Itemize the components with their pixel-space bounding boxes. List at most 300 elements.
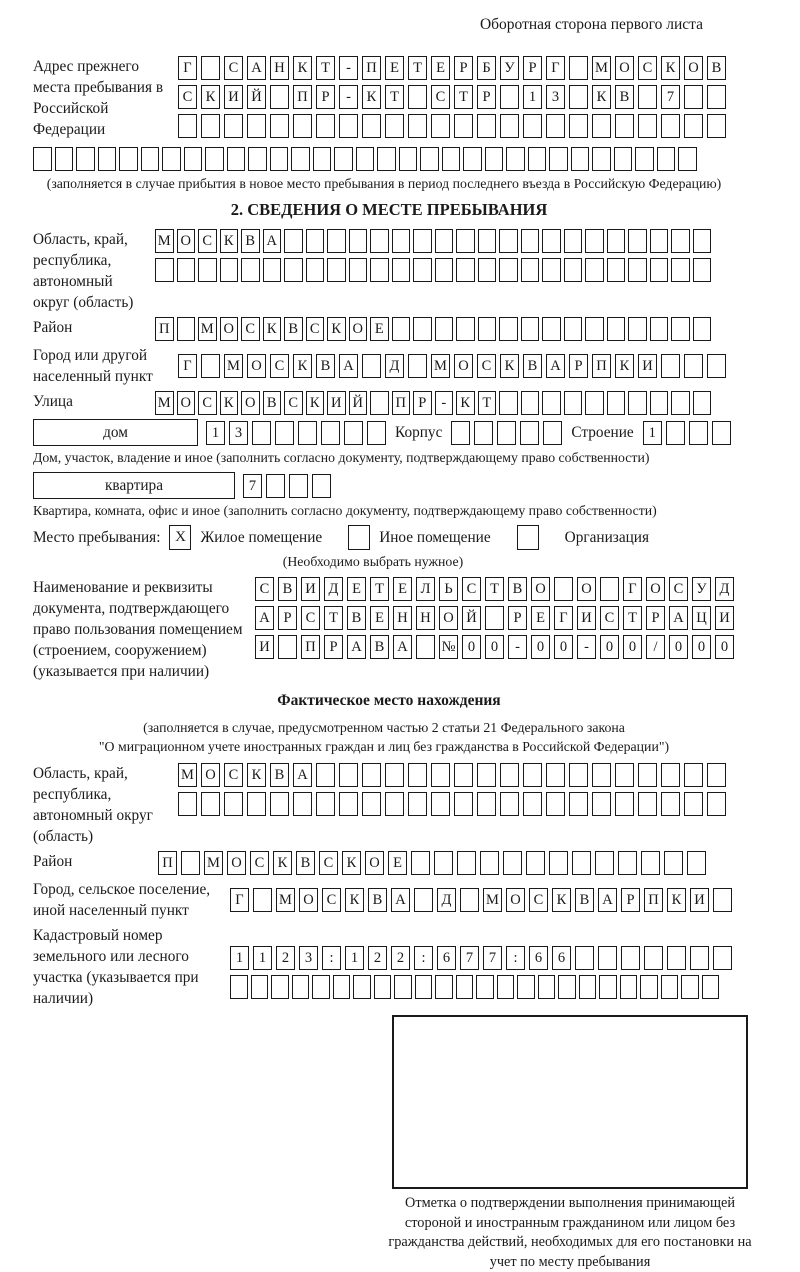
char-cell[interactable]	[500, 114, 519, 138]
char-cell[interactable]: И	[224, 85, 243, 109]
char-cell[interactable]	[671, 229, 690, 253]
char-cell[interactable]: Г	[554, 606, 573, 630]
char-cell[interactable]	[500, 85, 519, 109]
char-cell[interactable]	[644, 946, 663, 970]
char-cell[interactable]	[499, 317, 518, 341]
char-cell[interactable]: А	[247, 56, 266, 80]
char-cell[interactable]: Д	[385, 354, 404, 378]
char-cell[interactable]	[270, 147, 289, 171]
char-cell[interactable]: М	[431, 354, 450, 378]
char-cell[interactable]	[521, 229, 540, 253]
char-cell[interactable]: 1	[523, 85, 542, 109]
char-cell[interactable]	[640, 975, 658, 999]
char-cell[interactable]: Д	[324, 577, 343, 601]
char-cell[interactable]	[478, 317, 497, 341]
char-cell[interactable]	[585, 391, 604, 415]
char-cell[interactable]	[408, 85, 427, 109]
char-cell[interactable]	[385, 763, 404, 787]
char-cell[interactable]	[270, 114, 289, 138]
char-cell[interactable]	[201, 792, 220, 816]
char-cell[interactable]	[349, 258, 368, 282]
char-cell[interactable]: В	[316, 354, 335, 378]
char-cell[interactable]: М	[483, 888, 502, 912]
char-cell[interactable]: В	[278, 577, 297, 601]
char-cell[interactable]	[684, 763, 703, 787]
char-cell[interactable]: П	[392, 391, 411, 415]
char-cell[interactable]: С	[431, 85, 450, 109]
char-cell[interactable]	[564, 391, 583, 415]
char-cell[interactable]: К	[552, 888, 571, 912]
char-cell[interactable]: А	[263, 229, 282, 253]
char-cell[interactable]	[385, 114, 404, 138]
char-cell[interactable]	[628, 258, 647, 282]
char-cell[interactable]: Е	[531, 606, 550, 630]
char-cell[interactable]	[690, 946, 709, 970]
char-cell[interactable]: И	[327, 391, 346, 415]
char-cell[interactable]	[434, 851, 453, 875]
char-cell[interactable]	[333, 975, 351, 999]
char-cell[interactable]: Р	[413, 391, 432, 415]
char-cell[interactable]: В	[523, 354, 542, 378]
char-cell[interactable]: С	[477, 354, 496, 378]
char-cell[interactable]: О	[684, 56, 703, 80]
char-cell[interactable]	[684, 114, 703, 138]
char-cell[interactable]: В	[270, 763, 289, 787]
char-cell[interactable]: С	[224, 56, 243, 80]
char-cell[interactable]: М	[178, 763, 197, 787]
char-cell[interactable]: В	[370, 635, 389, 659]
char-cell[interactable]: М	[155, 391, 174, 415]
char-cell[interactable]	[497, 421, 516, 445]
char-cell[interactable]: С	[284, 391, 303, 415]
char-cell[interactable]	[542, 317, 561, 341]
char-cell[interactable]: С	[669, 577, 688, 601]
char-cell[interactable]: П	[158, 851, 177, 875]
char-cell[interactable]	[585, 229, 604, 253]
char-cell[interactable]	[435, 975, 453, 999]
char-cell[interactable]	[499, 391, 518, 415]
char-cell[interactable]: Р	[646, 606, 665, 630]
char-cell[interactable]: О	[349, 317, 368, 341]
char-cell[interactable]	[664, 851, 683, 875]
char-cell[interactable]	[599, 975, 617, 999]
char-cell[interactable]: Н	[393, 606, 412, 630]
char-cell[interactable]: А	[598, 888, 617, 912]
char-cell[interactable]	[289, 474, 308, 498]
char-cell[interactable]: К	[667, 888, 686, 912]
char-cell[interactable]	[628, 391, 647, 415]
char-cell[interactable]: Е	[385, 56, 404, 80]
char-cell[interactable]: Р	[316, 85, 335, 109]
char-cell[interactable]: Р	[621, 888, 640, 912]
char-cell[interactable]	[298, 421, 317, 445]
char-cell[interactable]	[638, 114, 657, 138]
char-cell[interactable]	[435, 258, 454, 282]
char-cell[interactable]	[414, 888, 433, 912]
char-cell[interactable]	[569, 114, 588, 138]
char-cell[interactable]	[155, 258, 174, 282]
char-cell[interactable]	[650, 229, 669, 253]
char-cell[interactable]	[370, 391, 389, 415]
char-cell[interactable]: И	[301, 577, 320, 601]
char-cell[interactable]: 0	[531, 635, 550, 659]
char-cell[interactable]	[571, 147, 590, 171]
char-cell[interactable]	[497, 975, 515, 999]
char-cell[interactable]	[241, 258, 260, 282]
char-cell[interactable]: О	[247, 354, 266, 378]
char-cell[interactable]: С	[306, 317, 325, 341]
char-cell[interactable]	[678, 147, 697, 171]
char-cell[interactable]	[503, 851, 522, 875]
char-cell[interactable]	[408, 114, 427, 138]
char-cell[interactable]: Р	[569, 354, 588, 378]
char-cell[interactable]	[595, 851, 614, 875]
char-cell[interactable]	[707, 763, 726, 787]
char-cell[interactable]: С	[301, 606, 320, 630]
char-cell[interactable]	[374, 975, 392, 999]
char-cell[interactable]	[293, 792, 312, 816]
char-cell[interactable]	[554, 577, 573, 601]
char-cell[interactable]: А	[339, 354, 358, 378]
char-cell[interactable]	[313, 147, 332, 171]
char-cell[interactable]: Т	[385, 85, 404, 109]
char-cell[interactable]	[520, 421, 539, 445]
char-cell[interactable]: О	[201, 763, 220, 787]
char-cell[interactable]	[564, 317, 583, 341]
char-cell[interactable]: О	[615, 56, 634, 80]
char-cell[interactable]	[456, 229, 475, 253]
char-cell[interactable]: 1	[206, 421, 225, 445]
char-cell[interactable]	[251, 975, 269, 999]
char-cell[interactable]	[362, 792, 381, 816]
char-cell[interactable]: /	[646, 635, 665, 659]
char-cell[interactable]	[476, 975, 494, 999]
char-cell[interactable]: С	[250, 851, 269, 875]
char-cell[interactable]	[641, 851, 660, 875]
char-cell[interactable]: Г	[178, 354, 197, 378]
char-cell[interactable]	[500, 792, 519, 816]
char-cell[interactable]	[614, 147, 633, 171]
char-cell[interactable]	[592, 114, 611, 138]
char-cell[interactable]	[442, 147, 461, 171]
char-cell[interactable]: О	[506, 888, 525, 912]
char-cell[interactable]	[230, 975, 248, 999]
char-cell[interactable]	[55, 147, 74, 171]
char-cell[interactable]: С	[638, 56, 657, 80]
char-cell[interactable]	[220, 258, 239, 282]
char-cell[interactable]: О	[177, 391, 196, 415]
char-cell[interactable]	[454, 763, 473, 787]
char-cell[interactable]	[528, 147, 547, 171]
char-cell[interactable]: К	[362, 85, 381, 109]
char-cell[interactable]: У	[500, 56, 519, 80]
char-cell[interactable]	[162, 147, 181, 171]
char-cell[interactable]: 0	[623, 635, 642, 659]
char-cell[interactable]: В	[575, 888, 594, 912]
char-cell[interactable]	[543, 421, 562, 445]
char-cell[interactable]	[392, 229, 411, 253]
char-cell[interactable]	[600, 577, 619, 601]
char-cell[interactable]	[485, 147, 504, 171]
char-cell[interactable]: К	[263, 317, 282, 341]
char-cell[interactable]: Г	[546, 56, 565, 80]
char-cell[interactable]: 6	[437, 946, 456, 970]
char-cell[interactable]: К	[500, 354, 519, 378]
char-cell[interactable]	[542, 229, 561, 253]
char-cell[interactable]: :	[322, 946, 341, 970]
char-cell[interactable]	[247, 114, 266, 138]
char-cell[interactable]	[408, 763, 427, 787]
char-cell[interactable]	[628, 229, 647, 253]
char-cell[interactable]	[252, 421, 271, 445]
char-cell[interactable]	[684, 85, 703, 109]
char-cell[interactable]	[367, 421, 386, 445]
char-cell[interactable]	[181, 851, 200, 875]
char-cell[interactable]	[707, 114, 726, 138]
char-cell[interactable]	[598, 946, 617, 970]
char-cell[interactable]	[615, 763, 634, 787]
char-cell[interactable]	[549, 851, 568, 875]
char-cell[interactable]	[454, 792, 473, 816]
char-cell[interactable]	[564, 229, 583, 253]
char-cell[interactable]: М	[592, 56, 611, 80]
char-cell[interactable]: С	[322, 888, 341, 912]
char-cell[interactable]	[542, 391, 561, 415]
char-cell[interactable]	[349, 229, 368, 253]
char-cell[interactable]	[592, 792, 611, 816]
char-cell[interactable]: К	[293, 354, 312, 378]
char-cell[interactable]: У	[692, 577, 711, 601]
char-cell[interactable]	[500, 763, 519, 787]
char-cell[interactable]	[650, 391, 669, 415]
char-cell[interactable]	[693, 391, 712, 415]
char-cell[interactable]: К	[345, 888, 364, 912]
char-cell[interactable]	[546, 114, 565, 138]
char-cell[interactable]: О	[439, 606, 458, 630]
char-cell[interactable]	[638, 763, 657, 787]
char-cell[interactable]	[270, 85, 289, 109]
char-cell[interactable]: 0	[669, 635, 688, 659]
char-cell[interactable]	[224, 792, 243, 816]
char-cell[interactable]: -	[577, 635, 596, 659]
char-cell[interactable]: О	[220, 317, 239, 341]
char-cell[interactable]: П	[362, 56, 381, 80]
char-cell[interactable]	[671, 317, 690, 341]
char-cell[interactable]	[681, 975, 699, 999]
char-cell[interactable]: О	[646, 577, 665, 601]
char-cell[interactable]	[316, 763, 335, 787]
char-cell[interactable]	[457, 851, 476, 875]
char-cell[interactable]	[33, 147, 52, 171]
char-cell[interactable]: Д	[437, 888, 456, 912]
char-cell[interactable]	[506, 147, 525, 171]
char-cell[interactable]: 6	[529, 946, 548, 970]
char-cell[interactable]	[291, 147, 310, 171]
char-cell[interactable]	[478, 229, 497, 253]
char-cell[interactable]	[621, 946, 640, 970]
char-cell[interactable]	[431, 763, 450, 787]
char-cell[interactable]	[661, 354, 680, 378]
char-cell[interactable]	[98, 147, 117, 171]
char-cell[interactable]: Т	[485, 577, 504, 601]
checkbox-other-premises[interactable]	[348, 525, 370, 550]
char-cell[interactable]: Н	[416, 606, 435, 630]
char-cell[interactable]	[177, 258, 196, 282]
char-cell[interactable]: А	[546, 354, 565, 378]
char-cell[interactable]	[435, 317, 454, 341]
char-cell[interactable]	[572, 851, 591, 875]
char-cell[interactable]	[713, 888, 732, 912]
char-cell[interactable]	[270, 792, 289, 816]
char-cell[interactable]	[569, 792, 588, 816]
char-cell[interactable]: 0	[462, 635, 481, 659]
char-cell[interactable]: И	[690, 888, 709, 912]
char-cell[interactable]: Т	[324, 606, 343, 630]
char-cell[interactable]: М	[276, 888, 295, 912]
char-cell[interactable]: Й	[349, 391, 368, 415]
char-cell[interactable]: К	[293, 56, 312, 80]
char-cell[interactable]	[263, 258, 282, 282]
char-cell[interactable]: А	[293, 763, 312, 787]
char-cell[interactable]: Г	[230, 888, 249, 912]
char-cell[interactable]	[477, 763, 496, 787]
char-cell[interactable]: К	[306, 391, 325, 415]
char-cell[interactable]	[178, 792, 197, 816]
char-cell[interactable]	[707, 354, 726, 378]
char-cell[interactable]	[592, 147, 611, 171]
char-cell[interactable]	[485, 606, 504, 630]
char-cell[interactable]: Е	[388, 851, 407, 875]
char-cell[interactable]	[569, 56, 588, 80]
char-cell[interactable]: К	[615, 354, 634, 378]
char-cell[interactable]	[201, 354, 220, 378]
char-cell[interactable]: 7	[243, 474, 262, 498]
char-cell[interactable]: 1	[643, 421, 662, 445]
char-cell[interactable]: И	[638, 354, 657, 378]
char-cell[interactable]: Й	[462, 606, 481, 630]
char-cell[interactable]	[650, 258, 669, 282]
char-cell[interactable]: С	[178, 85, 197, 109]
char-cell[interactable]: Т	[478, 391, 497, 415]
char-cell[interactable]	[564, 258, 583, 282]
char-cell[interactable]: 1	[230, 946, 249, 970]
char-cell[interactable]	[392, 258, 411, 282]
char-cell[interactable]: В	[263, 391, 282, 415]
char-cell[interactable]	[416, 635, 435, 659]
char-cell[interactable]: О	[577, 577, 596, 601]
char-cell[interactable]: С	[198, 391, 217, 415]
char-cell[interactable]	[707, 792, 726, 816]
char-cell[interactable]: Г	[623, 577, 642, 601]
char-cell[interactable]	[454, 114, 473, 138]
char-cell[interactable]	[521, 391, 540, 415]
char-cell[interactable]: -	[339, 56, 358, 80]
char-cell[interactable]	[327, 258, 346, 282]
char-cell[interactable]	[693, 317, 712, 341]
char-cell[interactable]	[575, 946, 594, 970]
char-cell[interactable]: Т	[408, 56, 427, 80]
char-cell[interactable]	[271, 975, 289, 999]
char-cell[interactable]: М	[204, 851, 223, 875]
char-cell[interactable]	[119, 147, 138, 171]
char-cell[interactable]	[460, 888, 479, 912]
char-cell[interactable]: С	[319, 851, 338, 875]
char-cell[interactable]	[339, 792, 358, 816]
char-cell[interactable]	[394, 975, 412, 999]
char-cell[interactable]	[546, 763, 565, 787]
char-cell[interactable]: П	[293, 85, 312, 109]
char-cell[interactable]	[713, 946, 732, 970]
char-cell[interactable]: 2	[276, 946, 295, 970]
char-cell[interactable]: О	[299, 888, 318, 912]
char-cell[interactable]: В	[241, 229, 260, 253]
char-cell[interactable]: Ц	[692, 606, 711, 630]
char-cell[interactable]: 3	[229, 421, 248, 445]
char-cell[interactable]	[356, 147, 375, 171]
char-cell[interactable]: 0	[715, 635, 734, 659]
char-cell[interactable]	[538, 975, 556, 999]
char-cell[interactable]	[523, 792, 542, 816]
char-cell[interactable]	[650, 317, 669, 341]
char-cell[interactable]	[693, 258, 712, 282]
char-cell[interactable]	[339, 763, 358, 787]
char-cell[interactable]	[684, 792, 703, 816]
char-cell[interactable]	[177, 317, 196, 341]
char-cell[interactable]	[693, 229, 712, 253]
char-cell[interactable]	[478, 258, 497, 282]
char-cell[interactable]	[585, 258, 604, 282]
char-cell[interactable]: С	[600, 606, 619, 630]
char-cell[interactable]: А	[255, 606, 274, 630]
char-cell[interactable]: Е	[431, 56, 450, 80]
char-cell[interactable]	[392, 317, 411, 341]
char-cell[interactable]	[327, 229, 346, 253]
char-cell[interactable]	[385, 792, 404, 816]
char-cell[interactable]	[362, 114, 381, 138]
char-cell[interactable]	[523, 763, 542, 787]
char-cell[interactable]	[666, 421, 685, 445]
char-cell[interactable]	[607, 317, 626, 341]
char-cell[interactable]	[569, 85, 588, 109]
char-cell[interactable]: Е	[370, 317, 389, 341]
checkbox-organization[interactable]	[517, 525, 539, 550]
char-cell[interactable]	[607, 258, 626, 282]
char-cell[interactable]	[284, 229, 303, 253]
char-cell[interactable]	[451, 421, 470, 445]
char-cell[interactable]: В	[615, 85, 634, 109]
checkbox-residential[interactable]: X	[169, 525, 191, 550]
char-cell[interactable]: С	[224, 763, 243, 787]
char-cell[interactable]	[306, 229, 325, 253]
char-cell[interactable]	[526, 851, 545, 875]
char-cell[interactable]	[521, 317, 540, 341]
char-cell[interactable]	[549, 147, 568, 171]
char-cell[interactable]	[362, 763, 381, 787]
char-cell[interactable]	[431, 792, 450, 816]
char-cell[interactable]	[306, 258, 325, 282]
char-cell[interactable]	[712, 421, 731, 445]
char-cell[interactable]: И	[715, 606, 734, 630]
char-cell[interactable]	[278, 635, 297, 659]
char-cell[interactable]	[316, 114, 335, 138]
char-cell[interactable]	[635, 147, 654, 171]
char-cell[interactable]: Т	[454, 85, 473, 109]
char-cell[interactable]: Р	[454, 56, 473, 80]
char-cell[interactable]: И	[577, 606, 596, 630]
char-cell[interactable]: М	[198, 317, 217, 341]
char-cell[interactable]: В	[296, 851, 315, 875]
char-cell[interactable]	[689, 421, 708, 445]
